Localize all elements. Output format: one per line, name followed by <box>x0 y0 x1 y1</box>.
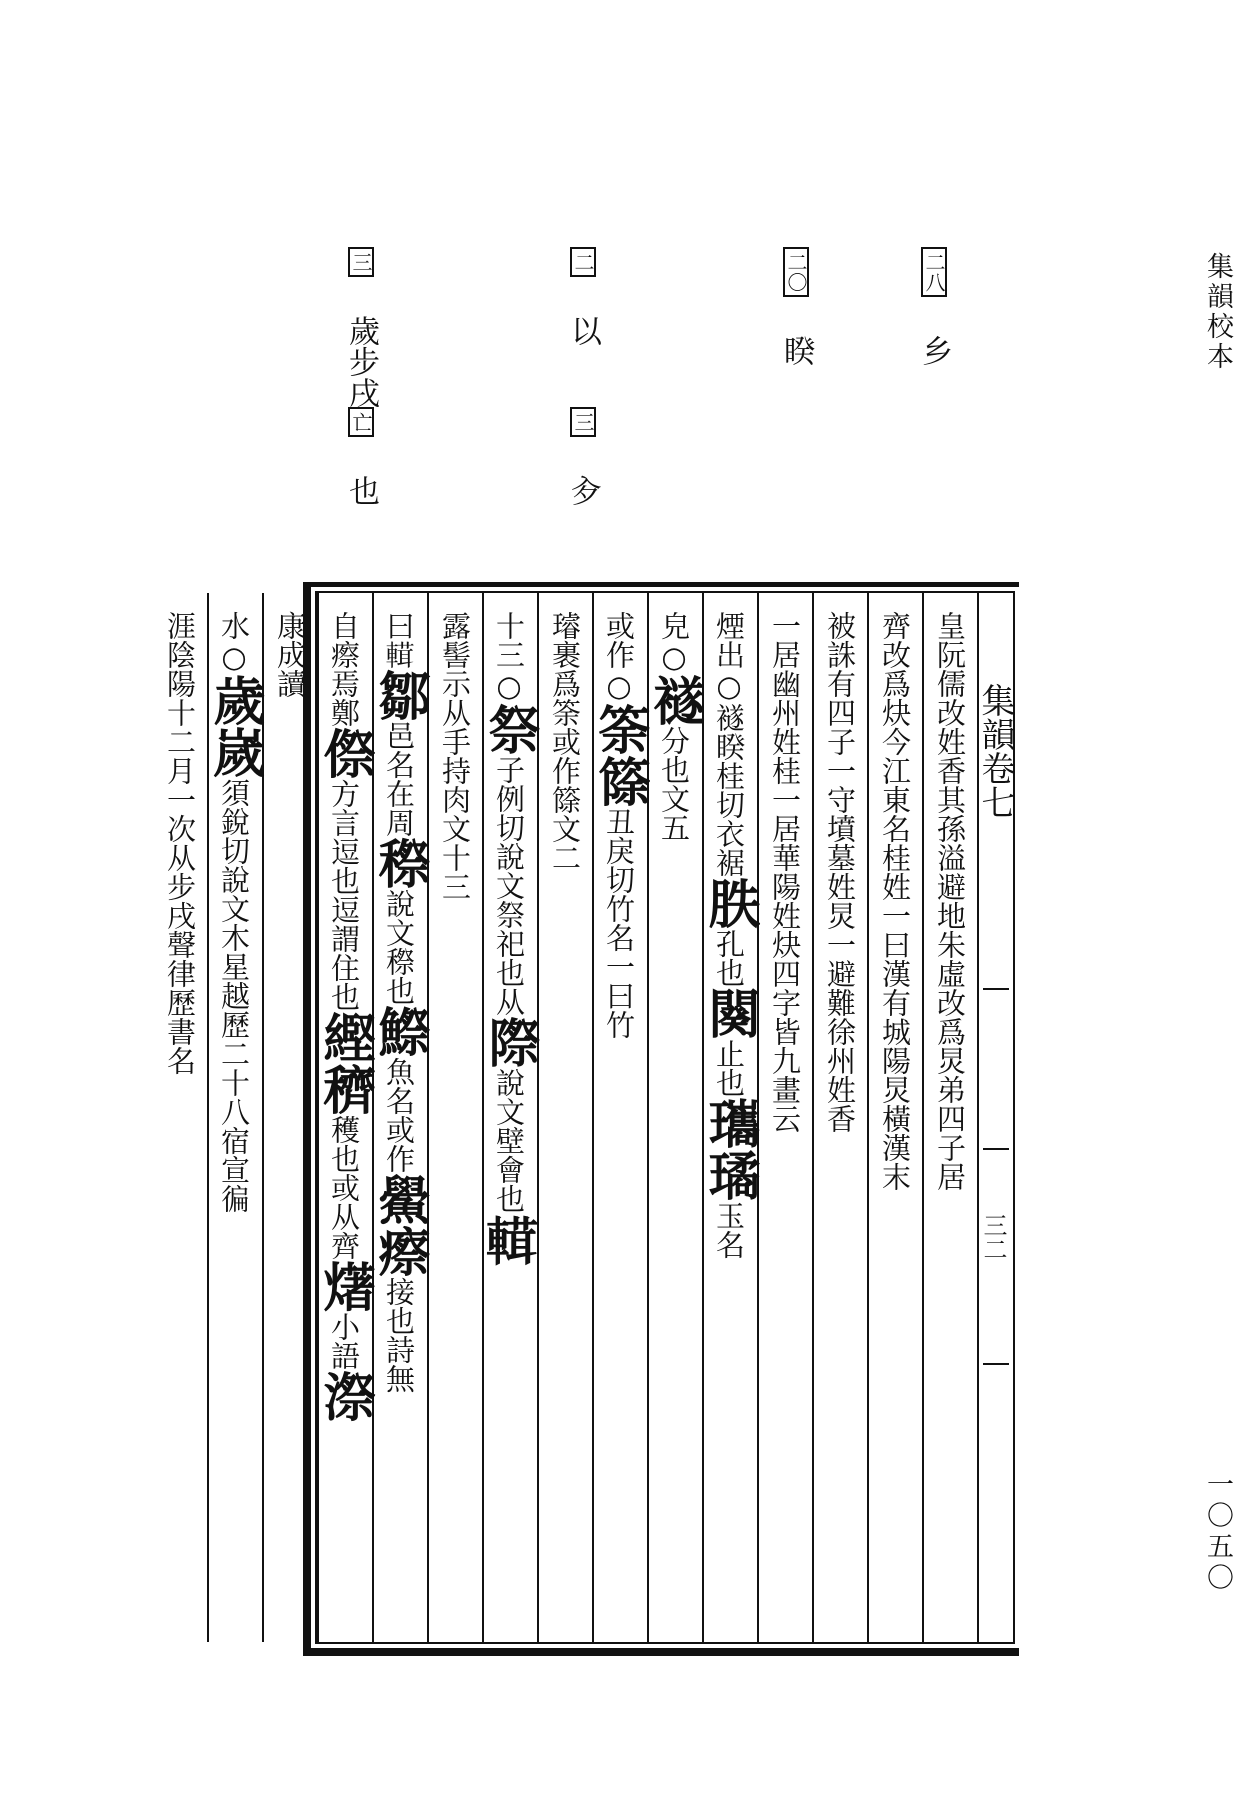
text-column <box>262 593 317 1642</box>
text-column <box>644 593 705 1642</box>
headword: 胅 <box>699 877 760 929</box>
note-text: 乡 <box>916 335 952 366</box>
note-tag: 二 <box>570 247 596 277</box>
panel-frame <box>163 591 1015 1644</box>
note-tag: 三 <box>570 407 596 437</box>
headword: 鱟 <box>369 1173 430 1225</box>
column-text: 魚名或作 <box>382 1057 416 1173</box>
column-text: 齊改爲炔今江東名桂姓一曰漢有城陽炅橫漢末 <box>878 611 912 1191</box>
note-tag: 三 <box>348 247 374 277</box>
headword: 鰶 <box>369 1005 430 1057</box>
running-title: 集韻校本 <box>1202 252 1233 372</box>
headword: 傺 <box>314 727 375 779</box>
text-column <box>812 593 867 1642</box>
column-text: 接也詩無 <box>382 1277 416 1393</box>
column-text: 十三○ <box>492 611 526 703</box>
column-text: 露髻示从手持肉文十三 <box>438 611 472 901</box>
headword: 祭 <box>479 703 540 755</box>
text-panel <box>163 582 1019 1656</box>
column-text: 穫也或从齊 <box>327 1115 361 1260</box>
headword: 嵗 <box>204 726 265 778</box>
gutter-title: 集韻卷七 <box>975 683 1015 819</box>
column-text: 方言逗也逗謂住也 <box>327 779 361 1011</box>
headword: 漈 <box>314 1370 375 1422</box>
note-text: 以 <box>565 315 601 346</box>
headword: 穧 <box>314 1063 375 1115</box>
headword: 瘵 <box>369 1225 430 1277</box>
column-text: 小語 <box>327 1312 361 1370</box>
text-column <box>369 593 430 1642</box>
note-text: 㒱 <box>565 475 601 506</box>
column-text: 玉名 <box>712 1201 746 1259</box>
column-text: 被誅有四子一守墳墓姓炅一避難徐州姓香 <box>823 611 857 1133</box>
note-tag: 亡 <box>348 407 374 437</box>
note-tag: 二〇 <box>783 247 809 297</box>
note-3b <box>565 405 601 506</box>
gutter-tick <box>983 988 1009 990</box>
page-number: 一〇五〇 <box>1202 1470 1233 1594</box>
headword: 闋 <box>699 987 760 1039</box>
column-text: 說文穄也 <box>382 889 416 1005</box>
headword: 筡篨 <box>589 703 650 807</box>
column-text: 須銳切說文木星越歷二十八宿宣徧 <box>217 778 251 1213</box>
gutter-tick <box>983 1363 1009 1365</box>
column-text: 璿裹爲筡或作篨文二 <box>548 611 582 872</box>
column-text: 孔也 <box>712 929 746 987</box>
note-text: 也 <box>343 475 379 506</box>
text-column <box>427 593 482 1642</box>
text-column <box>757 593 812 1642</box>
column-text: 子例切說文祭祀也从 <box>492 755 526 1016</box>
gutter-tick <box>983 1148 1009 1150</box>
text-columns <box>163 593 977 1642</box>
column-text: 分也文五 <box>657 726 691 842</box>
text-column <box>589 593 650 1642</box>
headword: 穄 <box>369 837 430 889</box>
headword: 𨍷 <box>479 1213 540 1265</box>
column-text: 皃○ <box>657 611 691 674</box>
column-text: 止也 <box>712 1039 746 1097</box>
column-text: 邑名在周 <box>382 721 416 837</box>
column-text: 說文壁會也 <box>492 1068 526 1213</box>
gutter-page: 三二 <box>979 1213 1007 1261</box>
column-text: 一居幽州姓桂一居華陽姓炔四字皆九畫云 <box>768 611 802 1133</box>
text-column <box>479 593 540 1642</box>
text-column <box>204 593 265 1642</box>
headword: 瓗璚 <box>699 1097 760 1201</box>
note-28 <box>916 245 952 366</box>
note-text: 歲步戌 <box>343 315 379 408</box>
column-text: 水○ <box>217 611 251 674</box>
text-column <box>152 593 207 1642</box>
column-text: 丑戾切竹名一曰竹 <box>602 807 636 1039</box>
column-text: 煙出○襚睽桂切衣裾 <box>712 611 746 877</box>
column-text: 或作○ <box>602 611 636 703</box>
note-4 <box>343 405 379 506</box>
column-text: 曰𨍷 <box>382 611 416 669</box>
text-column <box>867 593 922 1642</box>
gutter <box>977 593 1013 1642</box>
column-text: 涯陰陽十二月一次从步戌聲律歷書名 <box>163 611 197 1075</box>
text-column <box>699 593 760 1642</box>
headword: 𤏸 <box>314 1260 375 1312</box>
note-text: 睽 <box>778 335 814 366</box>
text-column <box>537 593 592 1642</box>
headword: 歲 <box>204 674 265 726</box>
note-20 <box>778 245 814 366</box>
note-tag: 二八 <box>921 247 947 297</box>
text-column <box>922 593 977 1642</box>
column-text: 康成讀 <box>273 611 307 698</box>
note-3 <box>343 245 379 408</box>
headword: 鄒 <box>369 669 430 721</box>
headword: 襚 <box>644 674 705 726</box>
column-text: 皇阮儒改姓香其孫溢避地朱虛改爲炅弟四子居 <box>933 611 967 1191</box>
text-column <box>314 593 375 1642</box>
headword: 際 <box>479 1016 540 1068</box>
headword: 䌑 <box>314 1011 375 1063</box>
column-text: 自瘵焉鄭 <box>327 611 361 727</box>
note-2 <box>565 245 601 346</box>
